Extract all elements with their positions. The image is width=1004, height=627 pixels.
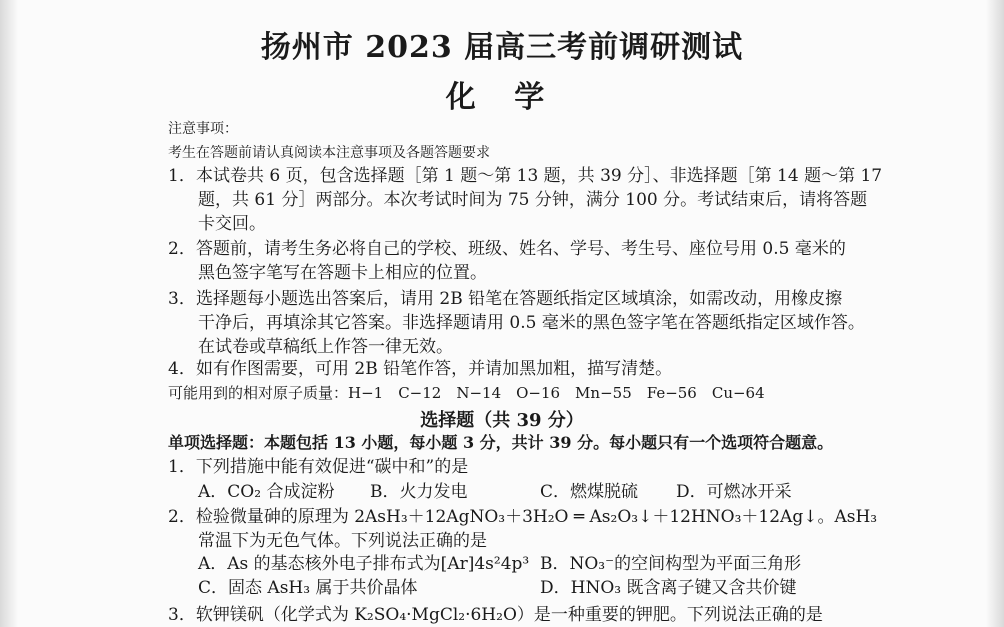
notice-item-2 xyxy=(168,238,846,260)
notice-item-text: 答题前，请考生务必将自己的学校、班级、姓名、学号、考生号、座位号用 0.5 毫米的 xyxy=(196,239,846,259)
atomic-masses: 可能用到的相对原子质量：H−1 C−12 N−14 O−16 Mn−55 Fe−56 Cu−64 xyxy=(168,384,765,402)
notice-item-number: 3． xyxy=(168,289,196,309)
section-title: 选择题（共 39 分） xyxy=(420,410,584,431)
notice-item-text: 如有作图需要，可用 2B 铅笔作答，并请加黑加粗，描写清楚。 xyxy=(196,359,673,379)
notice-heading: 注意事项： xyxy=(168,121,238,137)
notice-item-text: 选择题每小题选出答案后，请用 2B 铅笔在答题纸指定区域填涂，如需改动，用橡皮擦 xyxy=(196,289,843,309)
question-2-stem: 2．检验微量砷的原理为 2AsH₃＋12AgNO₃＋3H₂O ═ As₂O₃↓＋12HNO₃＋12Ag↓。AsH₃ xyxy=(168,507,878,527)
notice-item-1-line-2: 题，共 61 分］两部分。本次考试时间为 75 分钟，满分 100 分。考试结束后，请将答题 xyxy=(198,190,868,210)
exam-title: 扬州市 2023 届高三考前调研测试 xyxy=(260,30,744,65)
notice-item-1 xyxy=(168,165,882,187)
notice-intro: 考生在答题前请认真阅读本注意事项及各题答题要求 xyxy=(168,145,490,161)
question-1-stem: 1．下列措施中能有效促进“碳中和”的是 xyxy=(168,457,469,477)
notice-item-number: 2． xyxy=(168,239,196,259)
notice-item-3-line-3: 在试卷或草稿纸上作答一律无效。 xyxy=(198,337,453,357)
notice-item-1-line-3: 卡交回。 xyxy=(198,214,266,234)
subject-title: 化 学 xyxy=(445,80,559,115)
question-1-option-b: B．火力发电 xyxy=(370,482,468,502)
question-2-option-a: A．As 的基态核外电子排布式为[Ar]4s²4p³ xyxy=(198,554,530,574)
question-2-option-c: C．固态 AsH₃ 属于共价晶体 xyxy=(198,578,418,598)
notice-item-3 xyxy=(168,288,842,310)
notice-item-2-line-2: 黑色签字笔写在答题卡上相应的位置。 xyxy=(198,263,487,283)
question-2-stem-line-2: 常温下为无色气体。下列说法正确的是 xyxy=(198,531,487,551)
notice-item-3-line-2: 干净后，再填涂其它答案。非选择题请用 0.5 毫米的黑色签字笔在答题纸指定区域作答。 xyxy=(198,313,865,333)
question-2-option-b: B．NO₃⁻的空间构型为平面三角形 xyxy=(540,554,802,574)
notice-item-number: 1． xyxy=(168,166,196,186)
question-1-option-c: C．燃煤脱硫 xyxy=(540,482,639,502)
notice-item-4 xyxy=(168,358,672,380)
question-1-option-d: D．可燃冰开采 xyxy=(676,482,792,502)
question-1-option-a: A．CO₂ 合成淀粉 xyxy=(198,482,335,502)
section-instruction: 单项选择题：本题包括 13 小题，每小题 3 分，共计 39 分。每小题只有一个选项符合题意。 xyxy=(168,433,834,452)
notice-item-number: 4． xyxy=(168,359,196,379)
question-3-stem: 3．软钾镁矾（化学式为 K₂SO₄·MgCl₂·6H₂O）是一种重要的钾肥。下列说法正确的是 xyxy=(168,605,823,625)
notice-item-text: 本试卷共 6 页，包含选择题［第 1 题～第 13 题，共 39 分］、非选择题［第 14 题～第 17 xyxy=(196,166,883,186)
question-2-option-d: D．HNO₃ 既含离子键又含共价键 xyxy=(540,578,797,598)
